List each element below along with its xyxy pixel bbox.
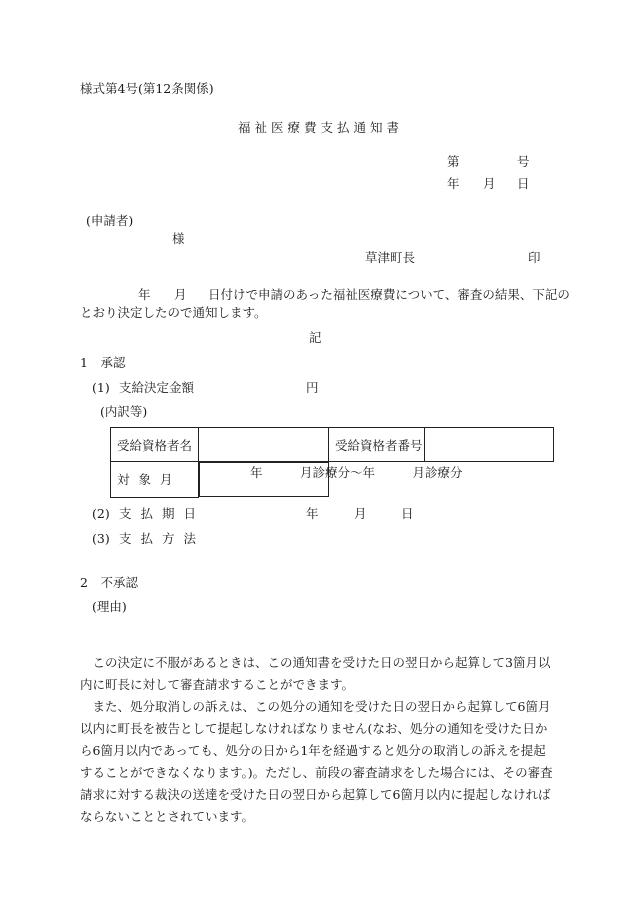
- notice-paragraph-1: この決定に不服があるときは、この通知書を受けた日の翌日から起算して3箇月以内に町長に対して審査請求することができます。: [80, 655, 551, 692]
- target-month-label: 対象月: [111, 462, 199, 498]
- applicant-label: (申請者): [86, 213, 134, 228]
- target-month-period[interactable]: [199, 462, 463, 497]
- seal-mark: 印: [528, 250, 541, 265]
- form-number: 様式第4号(第12条関係): [80, 81, 214, 96]
- doc-date-year: 年: [447, 176, 460, 191]
- doc-date-day: 日: [517, 176, 530, 191]
- payment-date-year: 年: [306, 506, 319, 521]
- document-title: 福祉医療費支払通知書: [238, 120, 404, 135]
- intro-text-line1: 日付けで申請のあった福祉医療費について、審査の結果、下記の: [208, 287, 570, 302]
- payment-date-day: 日: [401, 506, 414, 521]
- item2-number: (2): [92, 506, 110, 521]
- recipient-name-label: 受給資格者名: [111, 428, 199, 462]
- applicant-honorific: 様: [172, 231, 185, 246]
- intro-text-line2: とおり決定したので通知します。: [80, 305, 267, 320]
- approval-heading: 1 承認: [80, 355, 126, 370]
- payment-date-month: 月: [354, 506, 367, 521]
- ki-heading: 記: [309, 330, 322, 345]
- recipient-name-cell[interactable]: [199, 428, 329, 462]
- recipient-number-label: 受給資格者番号: [329, 428, 425, 462]
- item1-number: (1): [92, 380, 110, 395]
- intro-month: 月: [174, 287, 187, 302]
- issuer-name: 草津町長: [365, 250, 416, 265]
- doc-date-month: 月: [483, 176, 496, 191]
- item3-label: 支払方法: [119, 531, 206, 546]
- breakdown-label: (内訳等): [100, 404, 148, 419]
- period-from: 年 月診療分～: [250, 465, 363, 480]
- period-to: 年 月診療分: [362, 465, 463, 480]
- item1-label: 支給決定金額: [119, 380, 195, 395]
- recipient-number-cell[interactable]: [425, 428, 554, 462]
- notice-paragraph-2: また、処分取消しの訴えは、この処分の通知を受けた日の翌日から起算して6箇月以内に町長を被告として提起しなければなりません(なお、処分の通知を受けた日から6箇月以内であっても、処分の日から1年を経過すると処分の取消しの訴えを提起することができなくなります。)。ただし、前段の審査請求をした場合には、その審査請求に対する裁決の送達を受けた日の翌日から起算して6箇月以内に提起しなければならないこととされています。: [80, 699, 553, 824]
- doc-number-prefix: 第: [447, 154, 460, 169]
- item1-unit: 円: [306, 380, 319, 395]
- disapproval-heading: 2 不承認: [80, 575, 138, 590]
- item2-label: 支払期日: [119, 506, 206, 521]
- intro-year: 年: [138, 287, 151, 302]
- item3-number: (3): [92, 531, 110, 546]
- doc-number-suffix: 号: [517, 154, 530, 169]
- breakdown-table: [110, 427, 554, 498]
- reason-label: (理由): [92, 599, 127, 614]
